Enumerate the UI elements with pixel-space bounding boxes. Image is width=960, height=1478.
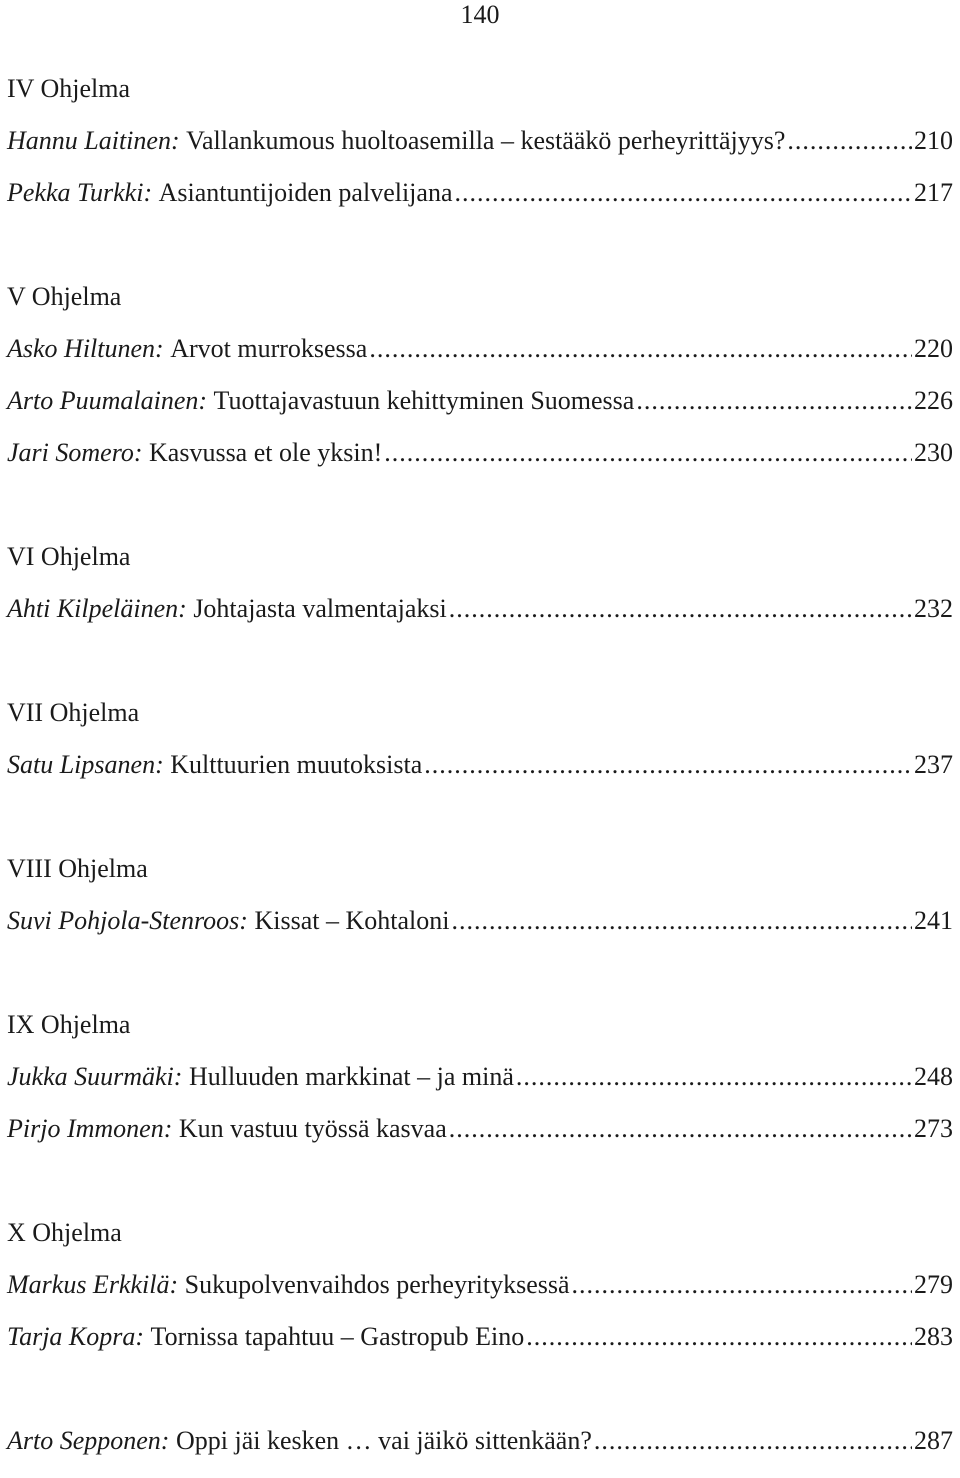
toc-entry (7, 1270, 953, 1300)
entry-page: 283 (914, 1322, 953, 1351)
entry-title: Kasvussa et ole yksin! (149, 438, 383, 467)
dot-leader (454, 178, 912, 208)
entry-page: 217 (914, 178, 953, 207)
toc-entry (7, 334, 953, 364)
toc-entry (7, 386, 953, 416)
entry-page: 273 (914, 1114, 953, 1143)
toc-entry (7, 594, 953, 624)
entry-author: Asko Hiltunen: (7, 334, 164, 363)
entry-title: Asiantuntijoiden palvelijana (158, 178, 453, 207)
dot-leader (526, 1322, 912, 1352)
toc-entry (7, 1426, 953, 1456)
toc-entry (7, 1062, 953, 1092)
entry-author: Arto Sepponen: (7, 1426, 170, 1455)
entry-title: Kissat – Kohtaloni (254, 906, 450, 935)
table-of-contents (7, 74, 953, 1478)
toc-section (7, 1426, 953, 1456)
entry-page: 241 (914, 906, 953, 935)
entry-author: Jari Somero: (7, 438, 143, 467)
toc-entry (7, 1114, 953, 1144)
toc-section (7, 74, 953, 208)
dot-leader (384, 438, 912, 468)
dot-leader (424, 750, 912, 780)
dot-leader (449, 1114, 912, 1144)
entry-page: 279 (914, 1270, 953, 1299)
entry-title: Vallankumous huoltoasemilla – kestääkö perheyrittäjyys? (186, 126, 786, 155)
section-title: V Ohjelma (7, 282, 122, 311)
entry-page: 220 (914, 334, 953, 363)
entry-page: 226 (914, 386, 953, 415)
dot-leader (636, 386, 912, 416)
entry-page: 232 (914, 594, 953, 623)
toc-section (7, 1218, 953, 1352)
entry-author: Suvi Pohjola-Stenroos: (7, 906, 248, 935)
entry-author: Pekka Turkki: (7, 178, 153, 207)
dot-leader (787, 126, 912, 156)
dot-leader (572, 1270, 912, 1300)
entry-author: Tarja Kopra: (7, 1322, 145, 1351)
toc-section (7, 282, 953, 468)
entry-author: Arto Puumalainen: (7, 386, 208, 415)
page-number: 140 (460, 0, 500, 29)
section-title: IV Ohjelma (7, 74, 130, 103)
toc-entry (7, 126, 953, 156)
dot-leader (449, 594, 912, 624)
entry-title: Oppi jäi kesken … vai jäikö sittenkään? (175, 1426, 592, 1455)
entry-author: Hannu Laitinen: (7, 126, 180, 155)
toc-section (7, 698, 953, 780)
entry-page: 237 (914, 750, 953, 779)
toc-section (7, 854, 953, 936)
section-title: VIII Ohjelma (7, 854, 148, 883)
toc-entry (7, 178, 953, 208)
section-title: VII Ohjelma (7, 698, 140, 727)
entry-title: Hulluuden markkinat – ja minä (188, 1062, 514, 1091)
section-title: X Ohjelma (7, 1218, 122, 1247)
entry-author: Ahti Kilpeläinen: (7, 594, 187, 623)
entry-author: Jukka Suurmäki: (7, 1062, 183, 1091)
toc-entry (7, 438, 953, 468)
entry-author: Satu Lipsanen: (7, 750, 164, 779)
entry-author: Markus Erkkilä: (7, 1270, 179, 1299)
toc-entry (7, 1322, 953, 1352)
section-title: VI Ohjelma (7, 542, 131, 571)
toc-section (7, 542, 953, 624)
dot-leader (451, 906, 912, 936)
toc-entry (7, 906, 953, 936)
section-title: IX Ohjelma (7, 1010, 131, 1039)
entry-title: Tornissa tapahtuu – Gastropub Eino (150, 1322, 525, 1351)
entry-title: Johtajasta valmentajaksi (193, 594, 447, 623)
toc-section (7, 1010, 953, 1144)
entry-author: Pirjo Immonen: (7, 1114, 173, 1143)
entry-title: Kulttuurien muutoksista (170, 750, 423, 779)
dot-leader (369, 334, 912, 364)
entry-page: 210 (914, 126, 953, 155)
entry-page: 248 (914, 1062, 953, 1091)
entry-title: Sukupolvenvaihdos perheyrityksessä (184, 1270, 570, 1299)
entry-title: Tuottajavastuun kehittyminen Suomessa (213, 386, 635, 415)
entry-title: Arvot murroksessa (170, 334, 368, 363)
entry-title: Kun vastuu työssä kasvaa (178, 1114, 447, 1143)
toc-entry (7, 750, 953, 780)
dot-leader (594, 1426, 912, 1456)
entry-page: 287 (914, 1426, 953, 1455)
dot-leader (516, 1062, 912, 1092)
entry-page: 230 (914, 438, 953, 467)
